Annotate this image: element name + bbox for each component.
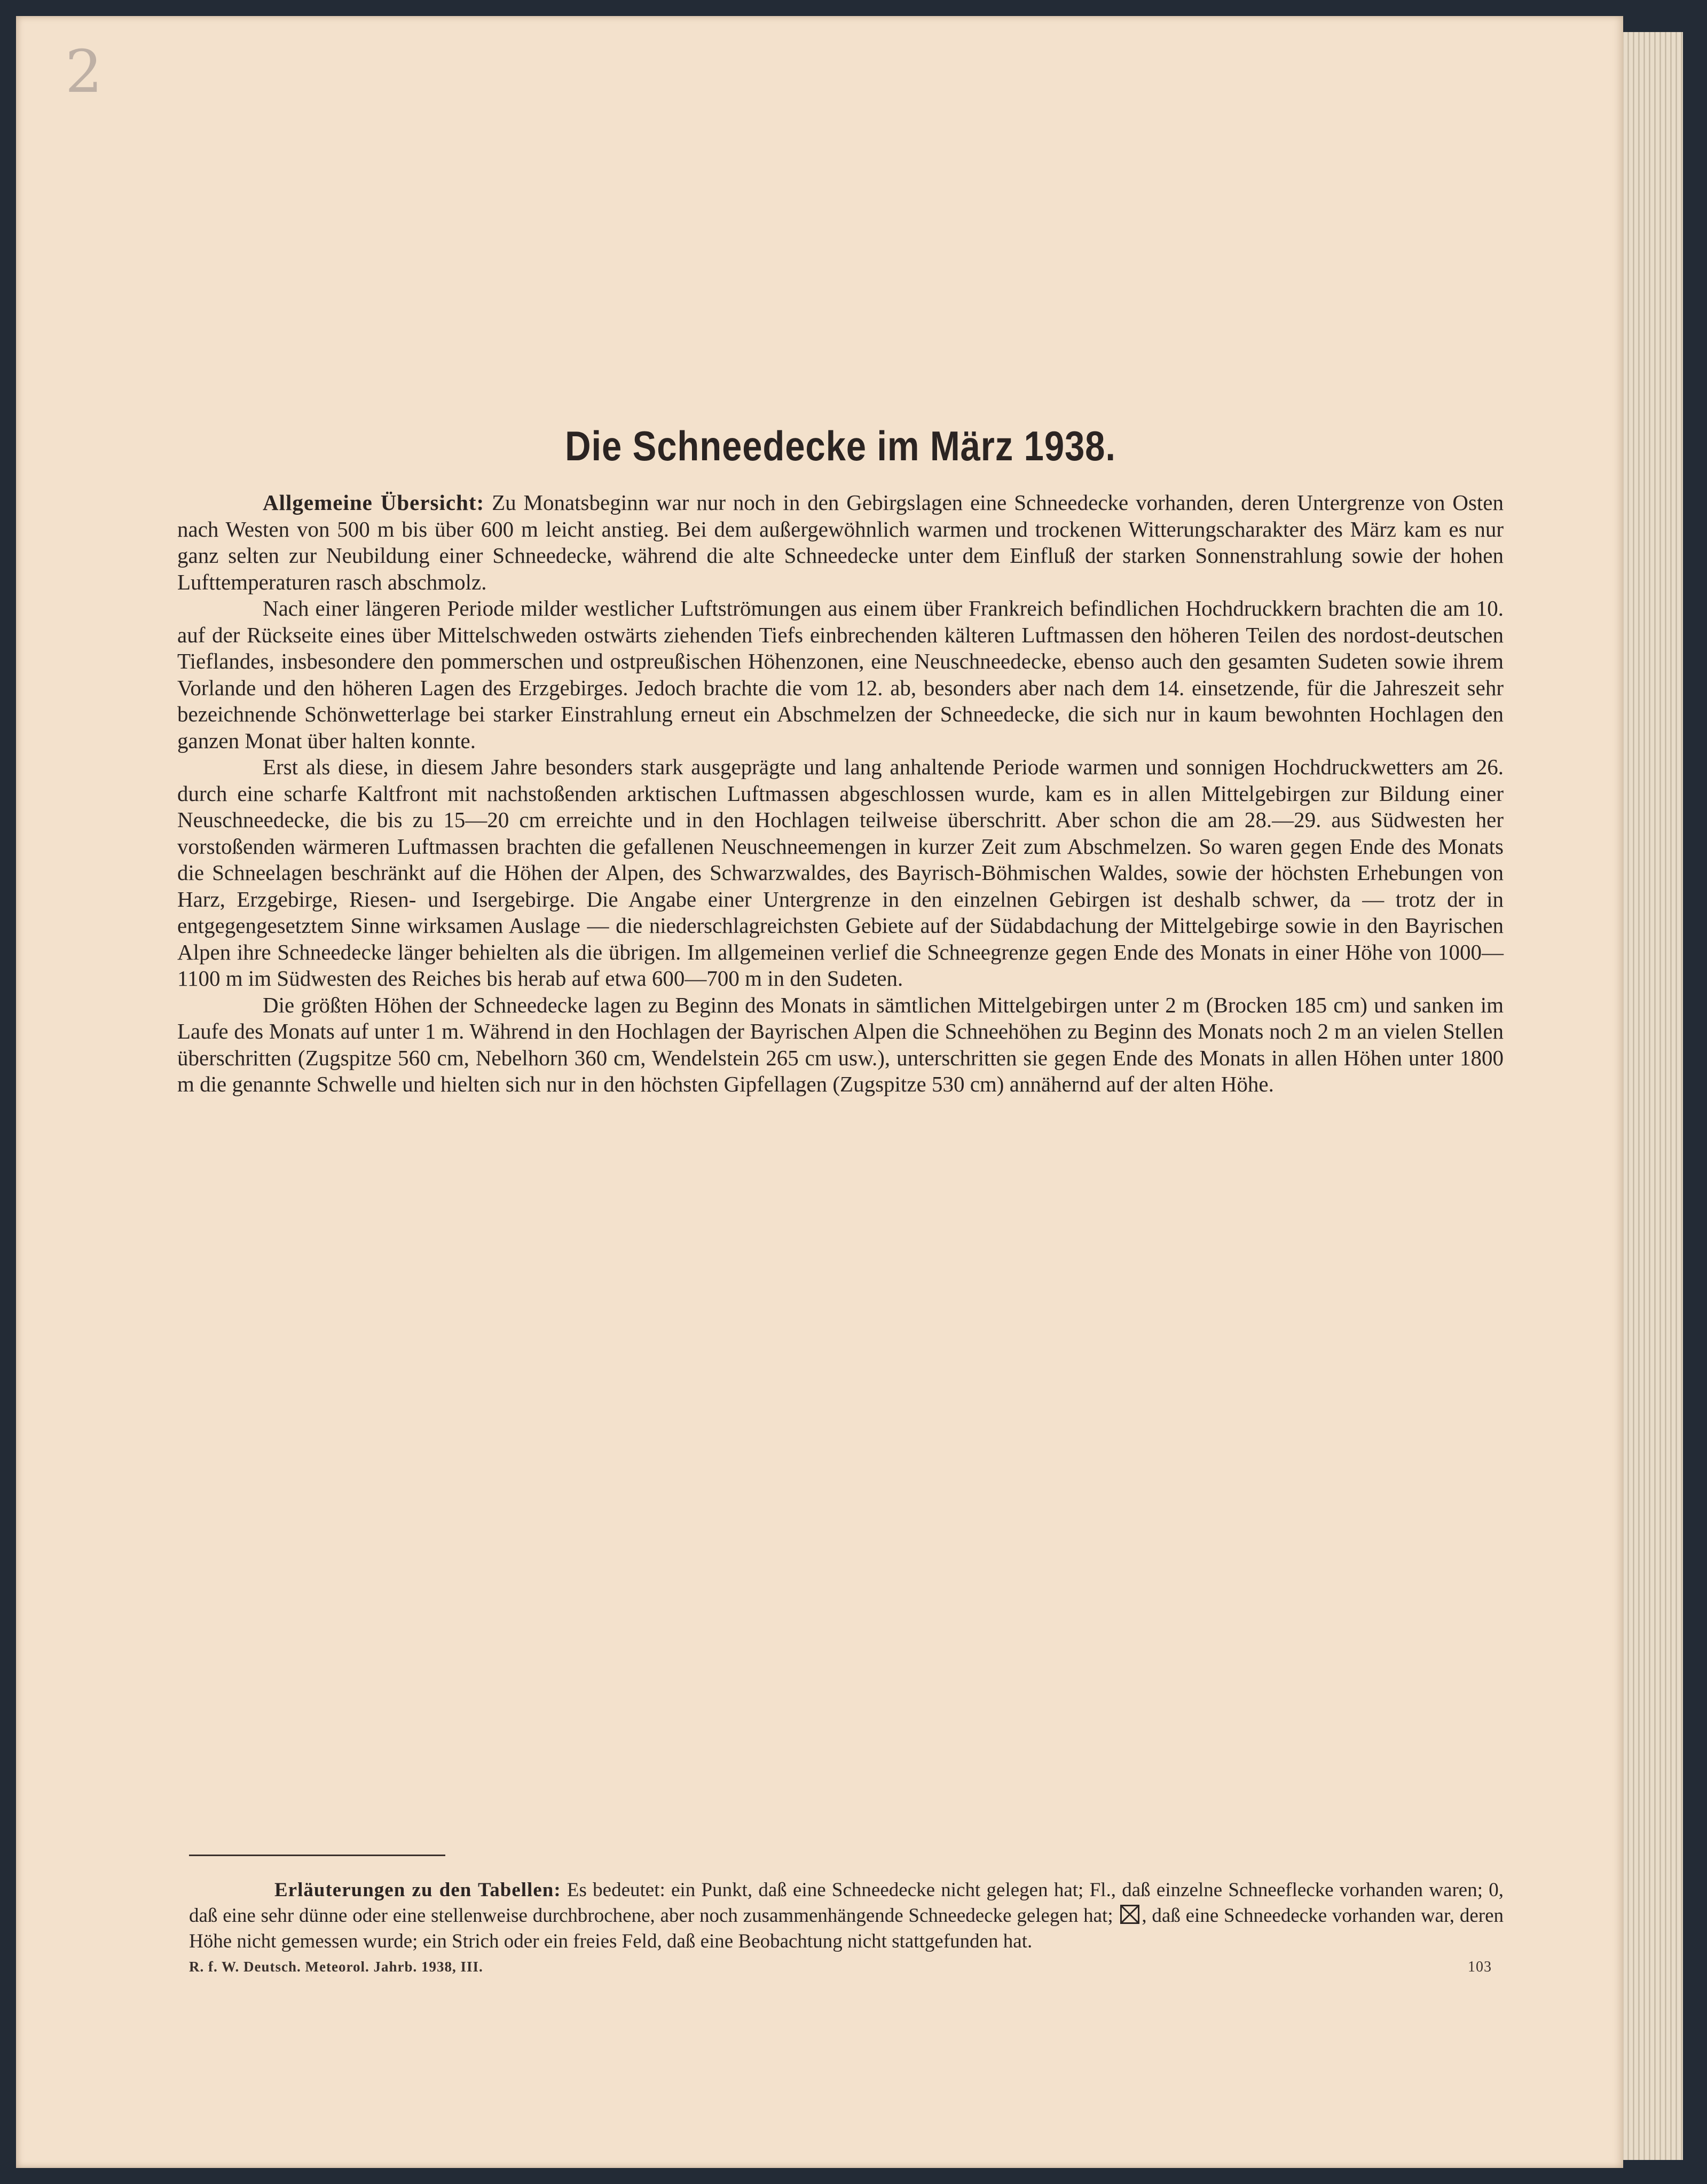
paragraph-text: Nach einer längeren Periode milder westlicher Luftströmungen aus einem über Frankreich befindlichen Hochdruckkern brachten die am 10. auf der Rückseite eines über Mittelschweden ostwärts ziehenden Tiefs einbrechenden kälteren Luftmassen den höheren Teilen des nordost-deutschen Tieflandes, insbesondere den pommerschen und ostpreußischen Höhenzonen, eine Neuschneedecke, ebenso auch den gesamten Sudeten sowie ihrem Vorlande und den höheren Lagen des Erzgebirges. Jedoch brachte die vom 12. ab, besonders aber nach dem 14. einsetzende, für die Jahreszeit sehr bezeichnende Schönwetterlage bei starker Einstrahlung erneut ein Abschmelzen der Schneedecke, die sich nur in kaum bewohnten Hochlagen den ganzen Monat über halten konnte. bbox=[177, 596, 1504, 753]
page-title: Die Schneedecke im März 1938. bbox=[565, 422, 1116, 469]
article-body bbox=[177, 490, 1504, 1098]
page-number: 103 bbox=[1468, 1959, 1492, 1975]
paragraph-3 bbox=[177, 754, 1504, 992]
paragraph-4 bbox=[177, 992, 1504, 1098]
folio-mark: 2 bbox=[65, 37, 103, 106]
page-footer bbox=[189, 1959, 1492, 1976]
crossed-box-icon bbox=[1120, 1905, 1139, 1924]
notes-text-before: Es bedeutet: ein Punkt, daß eine Schneedecke nicht gelegen hat; Fl., daß einzelne Schneeflecke vorhanden waren; 0, daß eine sehr dünne oder eine stellenweise durchbrochene, aber noch zusammenhängende Schneedecke gelegen hat; bbox=[189, 1879, 1504, 1927]
paragraph-2 bbox=[177, 595, 1504, 754]
article bbox=[177, 422, 1504, 1098]
footer-source: R. f. W. Deutsch. Meteorol. Jahrb. 1938, III. bbox=[189, 1959, 483, 1975]
table-notes bbox=[189, 1855, 1504, 1954]
paragraph-lead: Allgemeine Übersicht: bbox=[263, 490, 485, 515]
footnote-rule bbox=[189, 1855, 445, 1856]
paragraph-text: Erst als diese, in diesem Jahre besonders stark ausgeprägte und lang anhaltende Periode warmen und sonnigen Hochdruckwetters am 26. durch eine scharfe Kaltfront mit nachstoßenden arktischen Luftmassen abgeschlossen wurde, kam es in allen Mittelgebirgen zur Bildung einer Neuschneedecke, die bis zu 15—20 cm erreichte und in den Hochlagen teilweise überschritt. Aber schon die am 28.—29. aus Südwesten her vorstoßenden wärmeren Luftmassen brachten die gefallenen Neuschneemengen in kurzer Zeit zum Abschmelzen. So waren gegen Ende des Monats die Schneelagen beschränkt auf die Höhen der Alpen, des Schwarzwaldes, des Bayrisch-Böhmischen Waldes, sowie der höchsten Erhebungen von Harz, Erzgebirge, Riesen- und Isergebirge. Die Angabe einer Untergrenze in den einzelnen Gebirgen ist deshalb schwer, da — trotz der in entgegengesetztem Sinne wirksamen Auslage — die niederschlagreichsten Gebiete auf der Südabdachung der Mittelgebirge sowie in den Bayrischen Alpen ihre Schneedecke länger behielten als die übrigen. Im allgemeinen verlief die Schneegrenze gegen Ende des Monats in einer Höhe von 1000—1100 m im Südwesten des Reiches bis herab auf etwa 600—700 m in den Sudeten. bbox=[177, 755, 1504, 991]
notes-text-after: , daß eine Schneedecke vorhanden war, deren Höhe nicht gemessen wurde; ein Strich oder ein freies Feld, daß eine Beobachtung nicht stattgefunden hat. bbox=[189, 1905, 1504, 1952]
paragraph-text: Zu Monatsbeginn war nur noch in den Gebirgslagen eine Schneedecke vorhanden, deren Untergrenze von Osten nach Westen von 500 m bis über 600 m leicht anstieg. Bei dem außergewöhnlich warmen und trockenen Witterungscharakter des März kam es nur ganz selten zur Neubildung einer Schneedecke, während die alte Schneedecke unter dem Einfluß der starken Sonnenstrahlung sowie der hohen Lufttemperaturen rasch abschmolz. bbox=[177, 490, 1504, 594]
notes-text bbox=[189, 1877, 1504, 1954]
notes-lead: Erläuterungen zu den Tabellen: bbox=[274, 1879, 561, 1901]
paragraph-1 bbox=[177, 490, 1504, 595]
paragraph-text: Die größten Höhen der Schneedecke lagen zu Beginn des Monats in sämtlichen Mittelgebirgen unter 2 m (Brocken 185 cm) und sanken im Laufe des Monats auf unter 1 m. Während in den Hochlagen der Bayrischen Alpen die Schneehöhen zu Beginn des Monats noch 2 m an vielen Stellen überschritten (Zugspitze 560 cm, Nebelhorn 360 cm, Wendelstein 265 cm usw.), unterschritten sie gegen Ende des Monats in allen Höhen unter 1800 m die genannte Schwelle und hielten sich nur in den höchsten Gipfellagen (Zugspitze 530 cm) annähernd auf der alten Höhe. bbox=[177, 992, 1504, 1096]
